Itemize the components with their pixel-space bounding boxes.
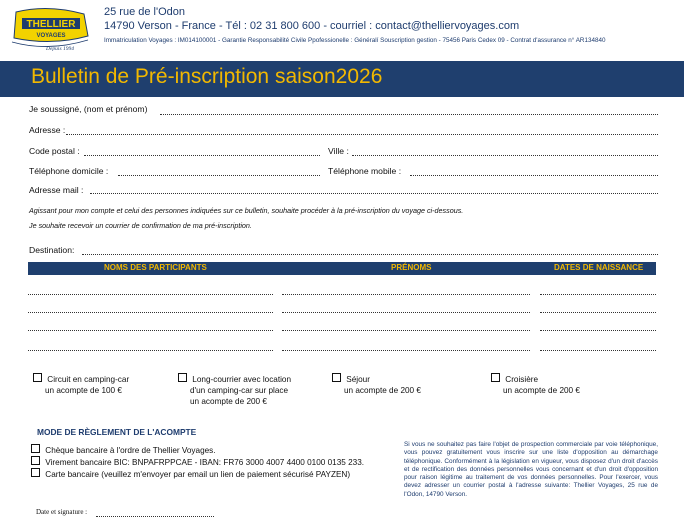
label-destination: Destination: — [29, 245, 75, 255]
participant-date-1[interactable] — [540, 294, 656, 295]
option-sejour[interactable]: Séjour un acompte de 200 € — [332, 373, 421, 396]
participant-prenom-1[interactable] — [282, 294, 530, 295]
checkbox[interactable] — [31, 468, 40, 477]
checkbox[interactable] — [31, 456, 40, 465]
col-header-dates: DATES DE NAISSANCE — [554, 263, 644, 272]
payment-cheque[interactable]: Chèque bancaire à l'ordre de Thellier Voyages. — [31, 444, 216, 455]
address-line-1: 25 rue de l'Odon — [104, 6, 185, 18]
label-adresse: Adresse : — [29, 125, 66, 135]
address-line-2: 14790 Verson - France - Tél : 02 31 800 600 - courriel : contact@thelliervoyages.com — [104, 20, 520, 32]
signature-input[interactable] — [96, 516, 214, 517]
destination-input[interactable] — [82, 254, 658, 255]
label-adresse-mail: Adresse mail : — [29, 185, 84, 195]
option-circuit[interactable]: Circuit en camping-car un acompte de 100 € — [33, 373, 129, 396]
logo-since: Depuis 1994 — [46, 46, 74, 52]
logo-sub: VOYAGES — [36, 33, 66, 39]
participant-name-3[interactable] — [28, 330, 273, 331]
checkbox[interactable] — [178, 373, 187, 382]
checkbox[interactable] — [491, 373, 500, 382]
mobile-phone-input[interactable] — [410, 175, 658, 176]
name-input[interactable] — [160, 114, 658, 115]
option-croisiere[interactable]: Croisière un acompte de 200 € — [491, 373, 580, 396]
payment-virement[interactable]: Virement bancaire BIC: BNPAFRPPCAE - IBAN: FR76 3000 4007 4400 0100 0135 233. — [31, 456, 364, 467]
label-ville: Ville : — [328, 146, 349, 156]
checkbox[interactable] — [33, 373, 42, 382]
legal-line: Immatriculation Voyages : IM014100001 - Garantie Responsabilité Civile Ppofessionelle : Généralí Souscription gestion - 75456 Paris Cedex 09 - Contrat d'assurance n° AR134840 — [104, 37, 606, 44]
participant-date-3[interactable] — [540, 330, 656, 331]
privacy-note: Si vous ne souhaitez pas faire l'objet de prospection commerciale par voie téléphonique, vous pouvez gratuitement vous inscrire sur une liste d'opposition au démarchage téléphonique. Conformément à la législation en vigueur, vous disposez d'un droit d'accès et de rectification des données personnelles vous concernant et d'un droit d'opposition pour raison légitime au traitement de vos données personnelles. Pour l'exercer, vous devez adresser un courrier postal à l'adresse suivante: Thellier Voyages, 25 rue de l'Odon, 14790 Verson. — [404, 441, 658, 498]
city-input[interactable] — [352, 155, 658, 156]
payment-title: MODE DE RÈGLEMENT DE L'ACOMPTE — [37, 427, 197, 437]
thellier-logo — [8, 6, 92, 54]
label-tel-mobile: Téléphone mobile : — [328, 166, 402, 176]
checkbox[interactable] — [31, 444, 40, 453]
option-long-courrier[interactable]: Long-courrier avec location d'un camping-car sur place un acompte de 200 € — [178, 373, 291, 407]
payment-carte[interactable]: Carte bancaire (veuillez m'envoyer par email un lien de paiement sécurisé PAYZEN) — [31, 468, 350, 479]
address-input[interactable] — [66, 134, 658, 135]
participant-date-4[interactable] — [540, 350, 656, 351]
postal-code-input[interactable] — [84, 155, 320, 156]
col-header-names: NOMS DES PARTICIPANTS — [104, 263, 207, 272]
signature-label: Date et signature : — [36, 508, 88, 516]
participant-prenom-3[interactable] — [282, 330, 530, 331]
email-input[interactable] — [90, 193, 658, 194]
participant-date-2[interactable] — [540, 312, 656, 313]
label-je-soussigne: Je soussigné, (nom et prénom) — [29, 104, 148, 114]
participant-name-4[interactable] — [28, 350, 273, 351]
page-title: Bulletin de Pré-inscription saison2026 — [31, 65, 383, 88]
statement-line-2: Je souhaite recevoir un courrier de confirmation de ma pré-inscription. — [29, 221, 252, 230]
logo-brand: THELLIER — [26, 19, 76, 30]
participant-prenom-2[interactable] — [282, 312, 530, 313]
participant-prenom-4[interactable] — [282, 350, 530, 351]
participant-name-1[interactable] — [28, 294, 273, 295]
col-header-prenoms: PRÉNOMS — [391, 263, 432, 272]
statement-line-1: Agissant pour mon compte et celui des personnes indiquées sur ce bulletin, souhaite procéder à la pré-inscription du voyage ci-dessous. — [29, 206, 464, 215]
checkbox[interactable] — [332, 373, 341, 382]
participant-name-2[interactable] — [28, 312, 273, 313]
label-tel-domicile: Téléphone domicile : — [29, 166, 109, 176]
home-phone-input[interactable] — [118, 175, 320, 176]
label-code-postal: Code postal : — [29, 146, 80, 156]
